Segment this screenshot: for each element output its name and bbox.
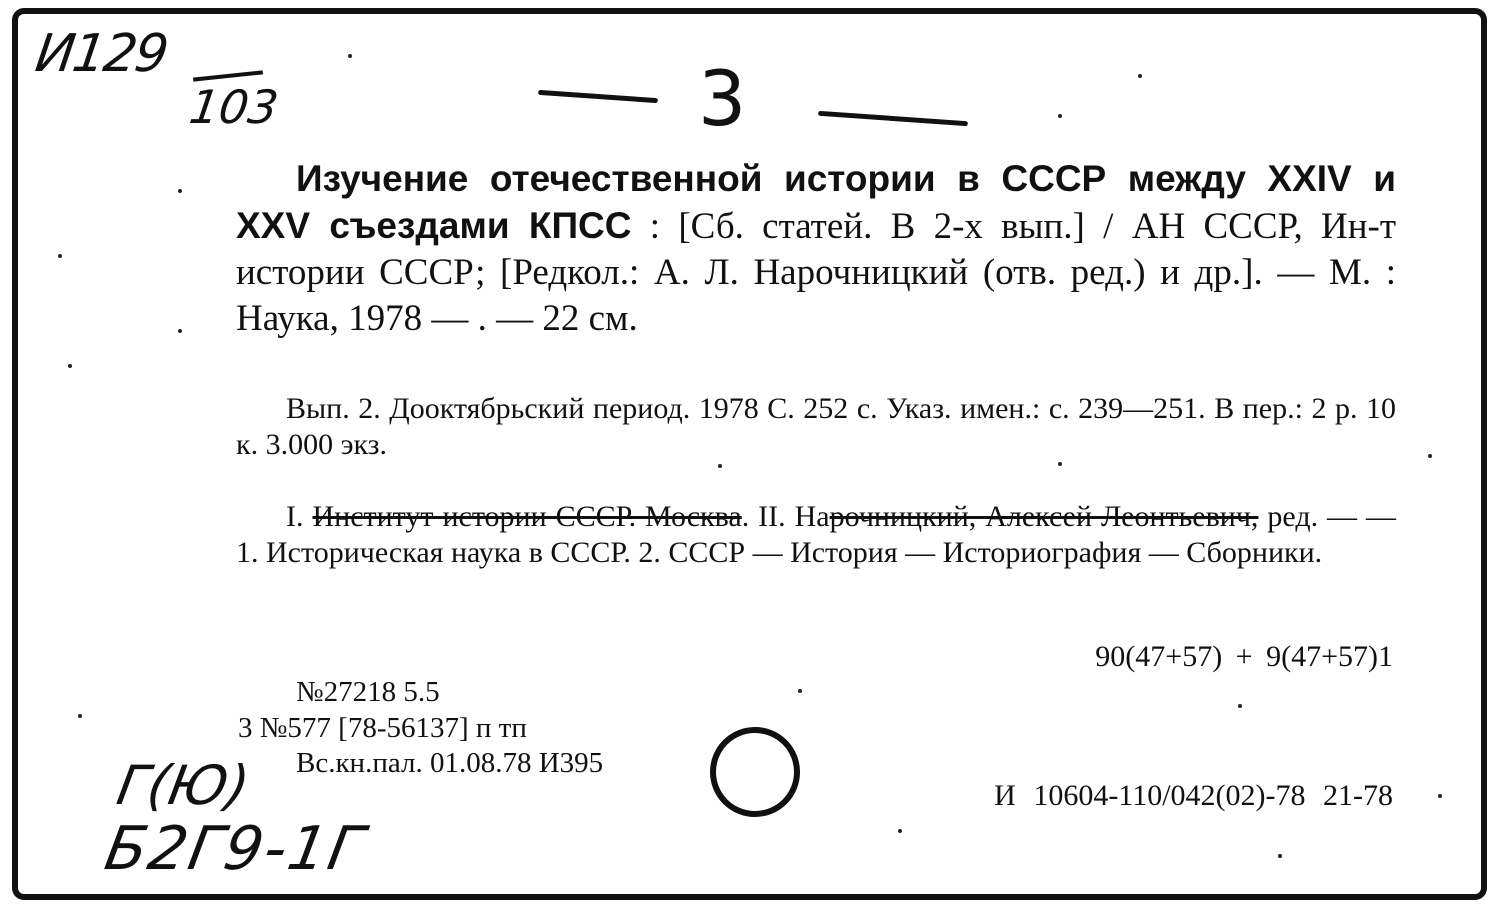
classification-index: 90(47+57) + 9(47+57)1: [1095, 640, 1393, 673]
handwritten-shelfmark: И129: [31, 24, 171, 84]
technical-line-1: №27218 5.5: [296, 676, 440, 708]
handwritten-copy-number: 3: [698, 54, 747, 143]
scan-speck: [1058, 114, 1062, 118]
card-hole-circle: [710, 727, 800, 817]
copy-number-dash-right: [818, 111, 968, 126]
tracings: [236, 499, 1396, 571]
copy-number-dash-left: [538, 90, 658, 103]
scan-speck: [718, 464, 722, 468]
scan-speck: [1428, 454, 1432, 458]
handwritten-location: Г(Ю): [112, 754, 255, 817]
scan-speck: [1438, 794, 1442, 798]
scan-speck: [1058, 462, 1062, 466]
tracing-struck-editor: рочницкий, Алексей Леонтьевич,: [829, 500, 1259, 533]
scan-speck: [68, 364, 72, 368]
volume-note: [236, 391, 1396, 463]
scan-speck: [898, 829, 902, 833]
tracing-subjects: ред. — — 1. Историческая наука в СССР. 2. СССР — История — Историография — Сборники.: [236, 500, 1397, 569]
title-rest: : [Сб. статей. В 2-х вып.] / АН СССР, Ин-т истории СССР; [Редкол.: А. Л. Нарочницкий (отв. ред.) и др.]. — М. : Наука, 1978 — . — 22 см.: [236, 206, 1396, 339]
catalog-card: [12, 8, 1487, 900]
technical-line-3: Вс.кн.пал. 01.08.78 И395: [296, 747, 604, 779]
title-bold: Изучение отечественной истории в СССР между XXIV и XXV съездами КПСС: [236, 158, 1396, 246]
handwritten-shelfmark-sub: 103: [186, 80, 282, 134]
index-code: И 10604-110/042(02)-78 21-78: [994, 779, 1393, 812]
scan-speck: [1278, 854, 1282, 858]
tracing-struck-institution: Институт истории СССР. Москва: [312, 500, 742, 533]
scan-speck: [178, 329, 182, 333]
tracing-prefix: I.: [286, 500, 304, 533]
scan-speck: [58, 254, 62, 258]
technical-line-2: 3 №577 [78-56137] п тп: [238, 712, 527, 744]
tracing-mid: . II. На: [741, 500, 830, 533]
handwritten-cipher: Б2Г9-1Г: [99, 814, 371, 884]
volume-note-text: Вып. 2. Дооктябрьский период. 1978 С. 252 с. Указ. имен.: с. 239—251. В пер.: 2 р. 10 к. 3.000 экз.: [236, 392, 1396, 461]
scan-speck: [1238, 704, 1242, 708]
scan-speck: [78, 714, 82, 718]
bibliographic-description: [236, 156, 1396, 342]
scan-speck: [178, 189, 182, 193]
scan-speck: [798, 689, 802, 693]
scan-speck: [348, 54, 352, 58]
scan-speck: [1138, 74, 1142, 78]
